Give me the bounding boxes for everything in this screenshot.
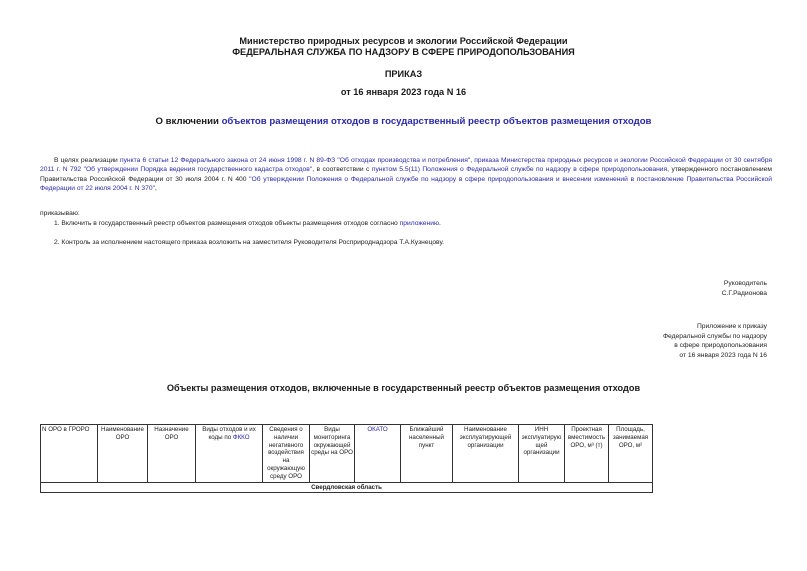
registry-table [40, 424, 653, 493]
appendix-link[interactable]: приложению [399, 220, 439, 227]
table-header-row [41, 425, 653, 483]
col-waste-types-text: Виды отходов и их коды по [202, 426, 256, 441]
ministry-order-link[interactable]: приказа Министерства природных ресурсов и экологии Российской Федерации от 30 сентября 2011 г. N 792 "Об утверждении Порядка ведения государственного кадастра отходов" [40, 157, 772, 174]
law-link[interactable]: пункта 6 статьи 12 Федерального закона от 24 июня 1998 г. N 89-ФЗ "Об отходах производства и потребления" [119, 157, 471, 164]
intro-text-5: , [154, 184, 157, 192]
appendix-line-3: в сфере природопользования [674, 342, 767, 350]
table-title: Объекты размещения отходов, включенные в государственный реестр объектов размещения отходов [166, 383, 641, 393]
document-type: ПРИКАЗ [384, 69, 423, 79]
col-okato[interactable]: ОКАТО [355, 425, 401, 483]
intro-text-2: , [470, 157, 475, 164]
item1-end: . [438, 220, 441, 227]
fkko-link[interactable]: ФККО [232, 433, 250, 441]
signature-name: С.Г.Радионова [721, 289, 767, 297]
col-nearest-settlement: Ближайший населенный пункт [401, 425, 453, 483]
ministry-name: Министерство природных ресурсов и экологии Российской Федерации [239, 36, 568, 46]
order-item-2: 2. Контроль за исполнением настоящего приказа возложить на заместителя Руководителя Росприроднадзора Т.А.Кузнецову. [54, 239, 444, 246]
order-item-1 [54, 219, 786, 228]
item1-text: 1. Включить в государственный реестр объектов размещения отходов объекты размещения отходов согласно [54, 220, 400, 227]
col-negative-impact: Сведения о наличии негативного воздействия на окружающую среду ОРО [263, 425, 310, 483]
appendix-line-2: Федеральной службы по надзору [662, 332, 767, 340]
intro-text-3: , в соответствии с [312, 166, 372, 174]
col-operator-inn: ИНН эксплуатирующей организации [519, 425, 565, 483]
document-title [0, 116, 807, 127]
title-prefix: О включении [155, 116, 222, 127]
document-date: от 16 января 2023 года N 16 [340, 87, 467, 97]
signature-role: Руководитель [723, 280, 767, 287]
col-oro-number: N ОРО в ГРОРО [41, 425, 98, 483]
government-decree-link[interactable]: "Об утверждении Положения о Федеральной службе по надзору в сфере природопользования и внесении изменений в постановление Правительства Российской Федерации от 22 июля 2004 г. N 370" [40, 175, 772, 192]
col-monitoring: Виды мониторинга окружающей среды на ОРО [310, 425, 355, 483]
appendix-line-4: от 16 января 2023 года N 16 [679, 351, 767, 359]
col-oro-name: Наименование ОРО [98, 425, 148, 483]
appendix-line-1: Приложение к приказу [697, 323, 767, 330]
region-row [41, 482, 653, 493]
col-area: Площадь, занимаемая ОРО, м² [609, 425, 653, 483]
signature-block [722, 279, 767, 298]
service-name: ФЕДЕРАЛЬНАЯ СЛУЖБА ПО НАДЗОРУ В СФЕРЕ ПРИРОДОПОЛЬЗОВАНИЯ [232, 47, 575, 57]
intro-paragraph [40, 156, 772, 193]
col-oro-purpose: Назначение ОРО [148, 425, 196, 483]
intro-text-1: В целях реализации [54, 157, 120, 164]
ordered-label: приказываю: [40, 210, 80, 217]
col-operator-name: Наименование эксплуатирующей организации [453, 425, 519, 483]
regulation-clause-link[interactable]: пунктом 5.5(11) Положения о Федеральной службе по надзору в сфере природопользования [371, 166, 668, 174]
appendix-header [663, 322, 767, 360]
col-design-capacity: Проектная вместимость ОРО, м³ (т) [565, 425, 609, 483]
intro-text-4: , утвержденного постановлением Правительства Российской Федерации от 30 июля 2004 г. N 400 [40, 166, 772, 183]
region-cell: Свердловская область [41, 482, 653, 493]
col-waste-types [196, 425, 263, 483]
title-link[interactable]: объектов размещения отходов в государственный реестр объектов размещения отходов [221, 116, 652, 127]
